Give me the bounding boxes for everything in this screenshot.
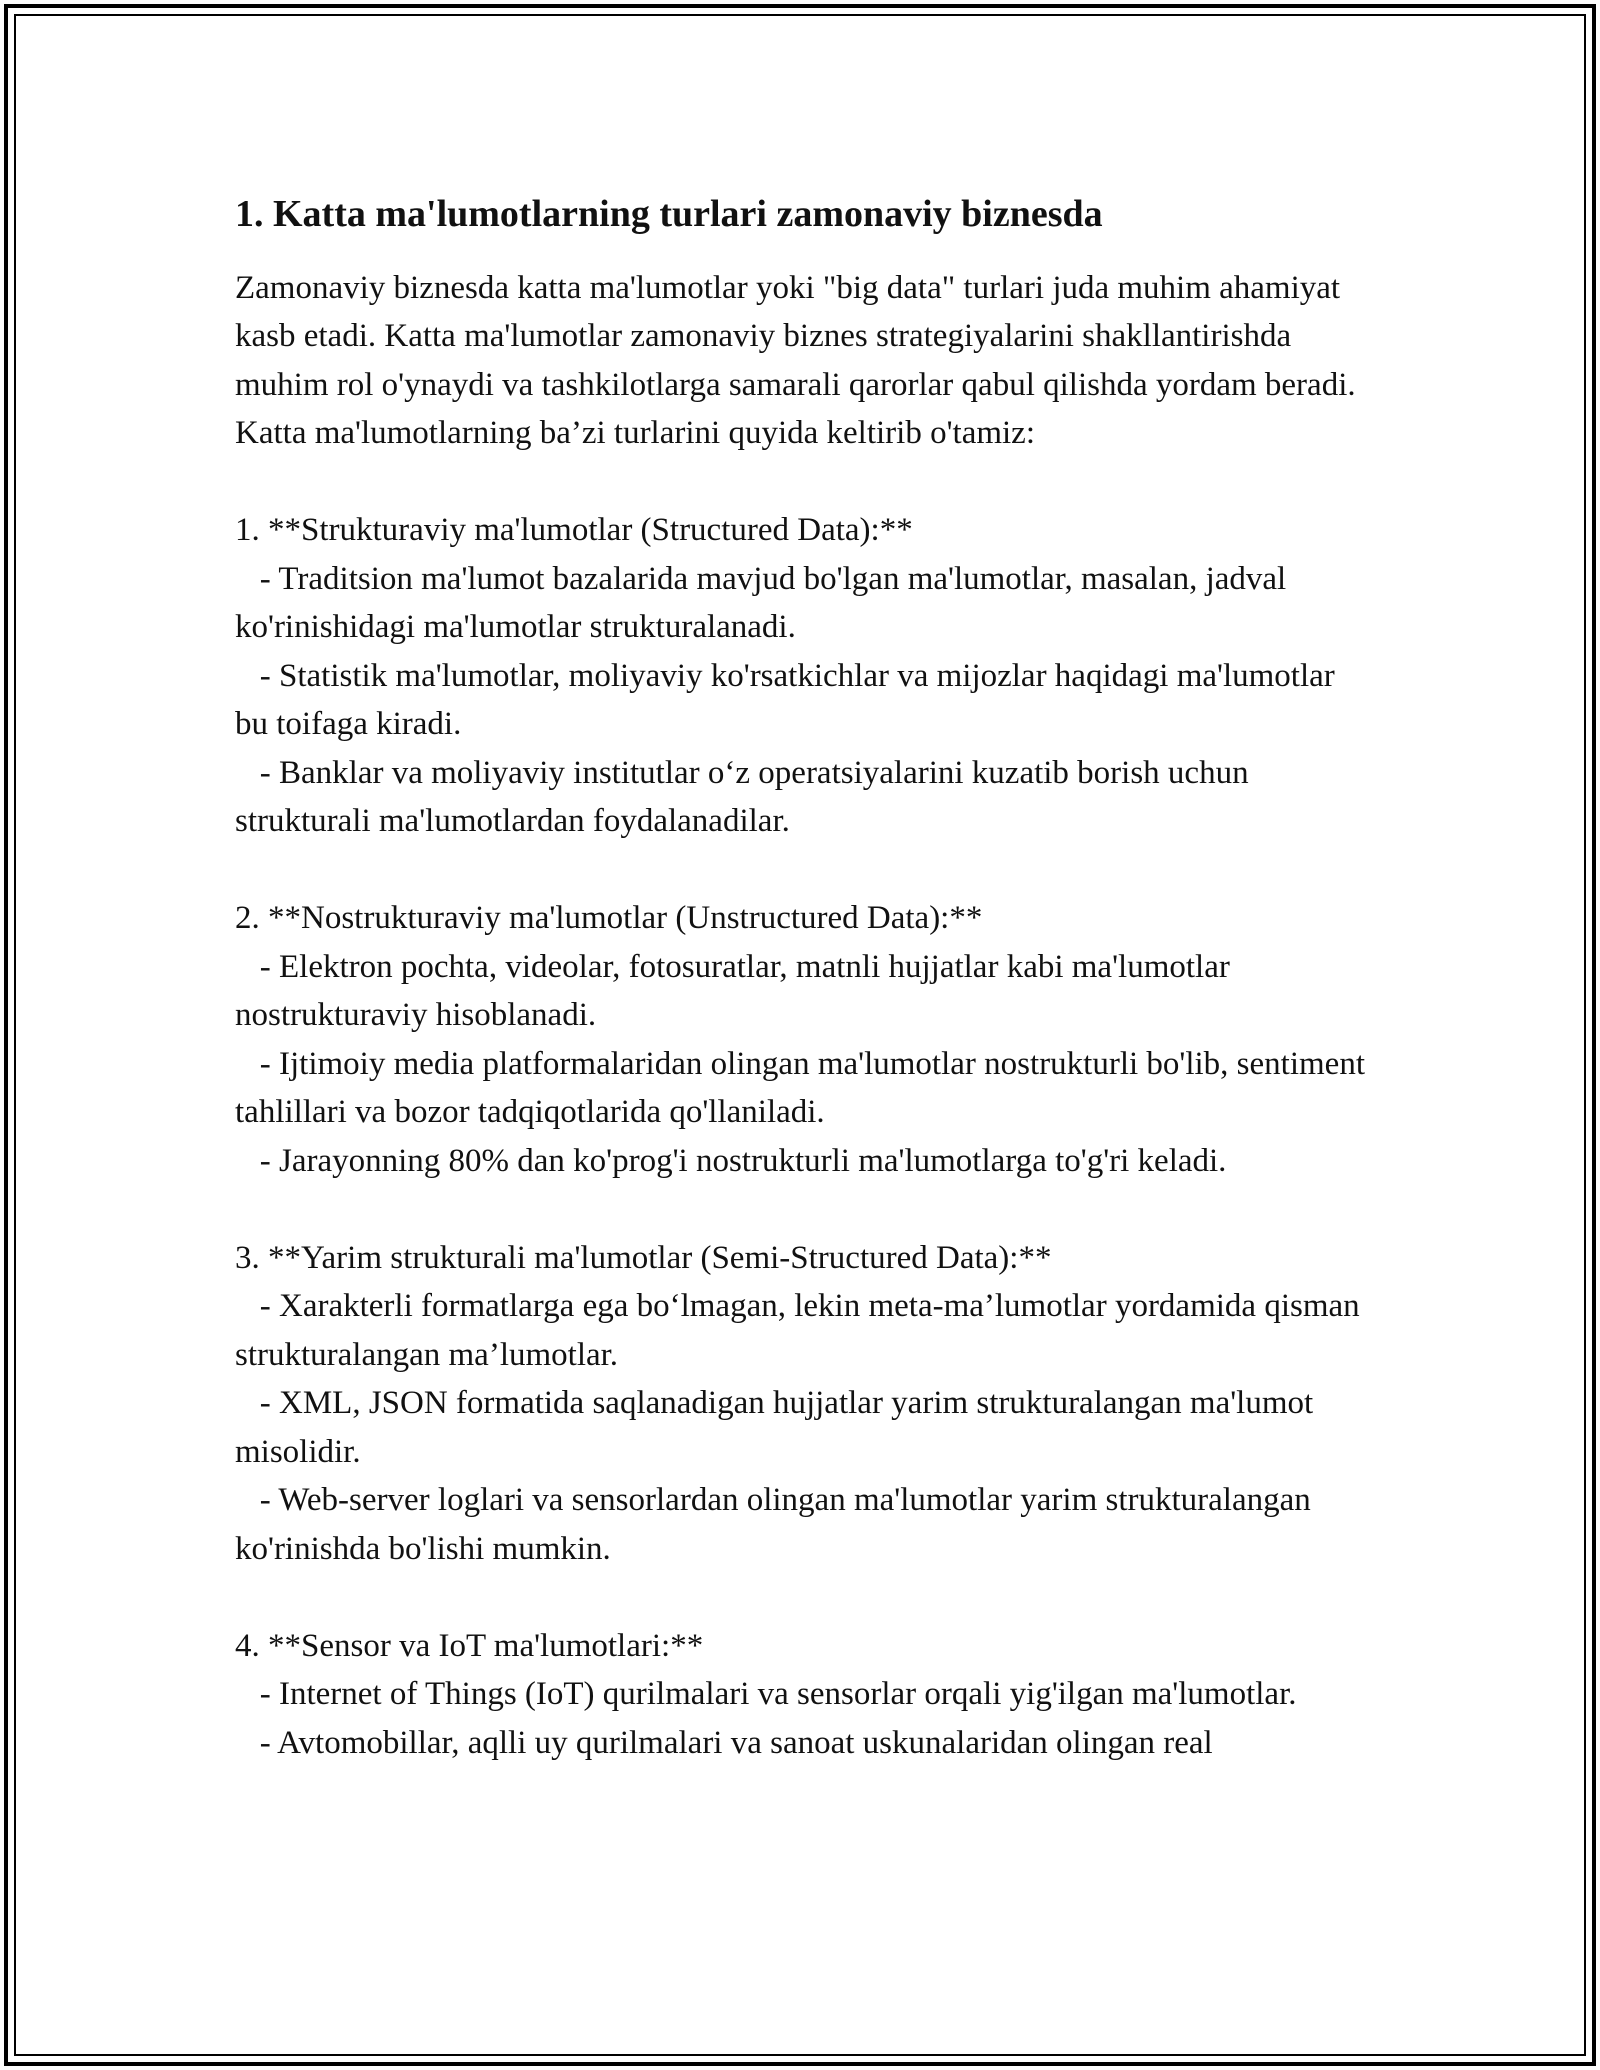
list-item: - Xarakterli formatlarga ega bo‘lmagan, lekin meta-ma’lumotlar yordamida qisman strukturalangan ma’lumotlar. — [235, 1288, 1368, 1373]
intro-paragraph: Zamonaviy biznesda katta ma'lumotlar yoki "big data" turlari juda muhim ahamiyat kasb etadi. Katta ma'lumotlar zamonaviy biznes strategiyalarini shakllantirishda muhim rol o'ynaydi va tashkilotlarga samarali qarorlar qabul qilishda yordam beradi. Katta ma'lumotlarning ba’zi turlarini quyida keltirib o'tamiz: — [235, 269, 1364, 452]
section-heading: 4. **Sensor va IoT ma'lumotlari:** — [235, 1627, 704, 1664]
section-heading: 1. **Strukturaviy ma'lumotlar (Structured Data):** — [235, 512, 913, 549]
section-heading: 2. **Nostrukturaviy ma'lumotlar (Unstructured Data):** — [235, 900, 983, 937]
section-heading: 3. **Yarim strukturali ma'lumotlar (Semi-Structured Data):** — [235, 1239, 1052, 1276]
document-body — [235, 180, 1375, 1767]
list-item: - Elektron pochta, videolar, fotosuratlar, matnli hujjatlar kabi ma'lumotlar nostrukturaviy hisoblanadi. — [235, 948, 1239, 1034]
list-item: - Statistik ma'lumotlar, moliyaviy ko'rsatkichlar va mijozlar haqidagi ma'lumotlar bu toifaga kiradi. — [235, 657, 1344, 743]
paragraph-gap — [235, 1573, 1375, 1622]
list-item: - Avtomobillar, aqlli uy qurilmalari va sanoat uskunalaridan olingan real — [235, 1724, 1213, 1761]
list-item: - XML, JSON formatida saqlanadigan hujjatlar yarim strukturalangan ma'lumot misolidir. — [235, 1385, 1322, 1470]
paragraph-gap — [235, 846, 1375, 895]
list-item: - Internet of Things (IoT) qurilmalari va sensorlar orqali yig'ilgan ma'lumotlar. — [235, 1676, 1297, 1713]
list-item: - Web-server loglari va sensorlardan olingan ma'lumotlar yarim strukturalangan ko'rinishda bo'lishi mumkin. — [235, 1482, 1320, 1567]
list-item: - Traditsion ma'lumot bazalarida mavjud bo'lgan ma'lumotlar, masalan, jadval ko'rinishidagi ma'lumotlar strukturalanadi. — [235, 560, 1295, 646]
paragraph-gap — [235, 1185, 1375, 1234]
list-item: - Ijtimoiy media platformalaridan olingan ma'lumotlar nostrukturli bo'lib, sentiment tahlillari va bozor tadqiqotlarida qo'llaniladi. — [235, 1045, 1374, 1131]
list-item: - Banklar va moliyaviy institutlar o‘z operatsiyalarini kuzatib borish uchun strukturali ma'lumotlardan foydalanadilar. — [235, 754, 1257, 840]
document-title: 1. Katta ma'lumotlarning turlari zamonaviy biznesda — [235, 193, 1103, 235]
paragraph-gap — [235, 458, 1375, 507]
list-item: - Jarayonning 80% dan ko'prog'i nostrukturli ma'lumotlarga to'g'ri keladi. — [235, 1142, 1227, 1179]
